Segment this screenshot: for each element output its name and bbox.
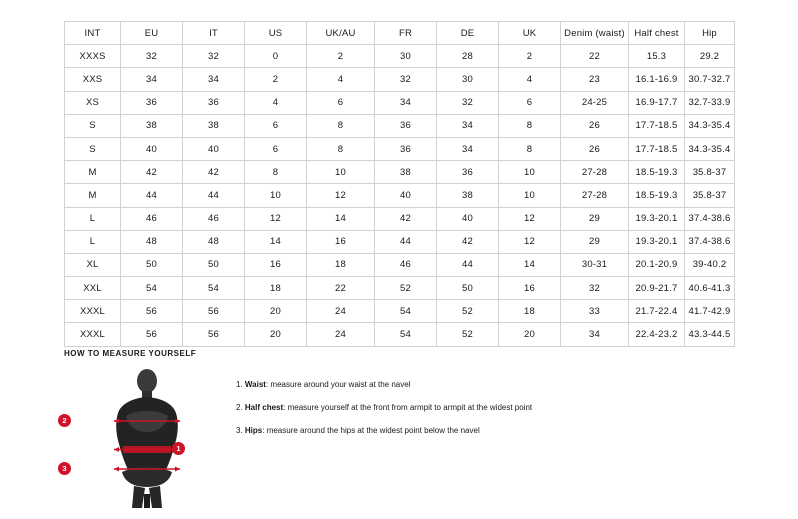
mannequin-svg bbox=[88, 368, 206, 508]
measure-step-term: Hips bbox=[244, 425, 263, 435]
table-column-header: FR bbox=[375, 22, 437, 45]
table-cell: 12 bbox=[499, 207, 561, 230]
table-cell: 18.5-19.3 bbox=[629, 184, 685, 207]
table-cell: 28 bbox=[437, 45, 499, 68]
table-cell: 40 bbox=[183, 137, 245, 160]
table-row bbox=[65, 184, 735, 207]
table-cell: 34 bbox=[183, 68, 245, 91]
table-cell: 34 bbox=[437, 137, 499, 160]
size-table-container bbox=[64, 21, 734, 347]
table-cell: 54 bbox=[375, 323, 437, 346]
table-cell: 29 bbox=[561, 230, 629, 253]
table-column-header: EU bbox=[121, 22, 183, 45]
table-row bbox=[65, 253, 735, 276]
table-cell: 27-28 bbox=[561, 184, 629, 207]
table-column-header: UK bbox=[499, 22, 561, 45]
measure-step-text: : measure around your waist at the navel bbox=[265, 380, 411, 389]
measure-step-number: 1. bbox=[236, 380, 243, 389]
how-to-measure-title: HOW TO MEASURE YOURSELF bbox=[64, 349, 197, 358]
table-cell: 2 bbox=[307, 45, 375, 68]
table-cell: 8 bbox=[499, 114, 561, 137]
table-cell: 37.4-38.6 bbox=[685, 207, 735, 230]
table-body bbox=[65, 45, 735, 346]
table-column-header: INT bbox=[65, 22, 121, 45]
table-cell: 34 bbox=[561, 323, 629, 346]
table-cell: 8 bbox=[307, 114, 375, 137]
table-cell: 34.3-35.4 bbox=[685, 137, 735, 160]
table-cell: 16.9-17.7 bbox=[629, 91, 685, 114]
table-cell: 56 bbox=[183, 300, 245, 323]
table-cell: 24-25 bbox=[561, 91, 629, 114]
table-cell: XXXS bbox=[65, 45, 121, 68]
table-cell: 36 bbox=[375, 137, 437, 160]
table-cell: 16.1-16.9 bbox=[629, 68, 685, 91]
measure-step bbox=[236, 403, 532, 414]
table-cell: 4 bbox=[245, 91, 307, 114]
table-cell: 26 bbox=[561, 137, 629, 160]
table-cell: 4 bbox=[499, 68, 561, 91]
badge-hips: 3 bbox=[58, 462, 71, 475]
table-cell: 40 bbox=[437, 207, 499, 230]
badge-half-chest: 2 bbox=[58, 414, 71, 427]
table-cell: 6 bbox=[245, 137, 307, 160]
table-column-header: Denim (waist) bbox=[561, 22, 629, 45]
table-row bbox=[65, 277, 735, 300]
table-cell: 44 bbox=[121, 184, 183, 207]
table-cell: XXL bbox=[65, 277, 121, 300]
table-cell: 18.5-19.3 bbox=[629, 161, 685, 184]
table-cell: 34 bbox=[121, 68, 183, 91]
measure-step-text: : measure around the hips at the widest point below the navel bbox=[262, 425, 480, 435]
table-cell: 46 bbox=[375, 253, 437, 276]
table-cell: 30.7-32.7 bbox=[685, 68, 735, 91]
table-cell: M bbox=[65, 161, 121, 184]
table-cell: S bbox=[65, 114, 121, 137]
table-cell: 37.4-38.6 bbox=[685, 230, 735, 253]
measure-step-number: 3. bbox=[236, 425, 243, 435]
table-column-header: UK/AU bbox=[307, 22, 375, 45]
table-cell: 38 bbox=[437, 184, 499, 207]
table-cell: 44 bbox=[375, 230, 437, 253]
table-cell: 42 bbox=[121, 161, 183, 184]
table-cell: M bbox=[65, 184, 121, 207]
table-cell: 12 bbox=[307, 184, 375, 207]
table-column-header: US bbox=[245, 22, 307, 45]
measure-step-number: 2. bbox=[236, 402, 243, 412]
table-cell: 38 bbox=[375, 161, 437, 184]
table-cell: 54 bbox=[183, 277, 245, 300]
table-cell: 22 bbox=[561, 45, 629, 68]
how-to-measure-section bbox=[64, 349, 734, 508]
table-cell: 46 bbox=[121, 207, 183, 230]
table-cell: 18 bbox=[307, 253, 375, 276]
table-cell: 50 bbox=[121, 253, 183, 276]
table-cell: 4 bbox=[307, 68, 375, 91]
table-column-header: Half chest bbox=[629, 22, 685, 45]
measure-step bbox=[236, 380, 532, 391]
table-cell: 39-40.2 bbox=[685, 253, 735, 276]
table-cell: 35.8-37 bbox=[685, 161, 735, 184]
table-cell: 46 bbox=[183, 207, 245, 230]
table-cell: 50 bbox=[183, 253, 245, 276]
table-cell: 34 bbox=[437, 114, 499, 137]
table-cell: 38 bbox=[121, 114, 183, 137]
table-cell: 20.1-20.9 bbox=[629, 253, 685, 276]
table-cell: 43.3-44.5 bbox=[685, 323, 735, 346]
table-cell: 0 bbox=[245, 45, 307, 68]
table-cell: 18 bbox=[245, 277, 307, 300]
table-column-header: IT bbox=[183, 22, 245, 45]
table-cell: 34.3-35.4 bbox=[685, 114, 735, 137]
table-cell: 32 bbox=[183, 45, 245, 68]
table-cell: 10 bbox=[499, 161, 561, 184]
table-cell: 42 bbox=[375, 207, 437, 230]
table-cell: 21.7-22.4 bbox=[629, 300, 685, 323]
table-row bbox=[65, 300, 735, 323]
table-cell: 19.3-20.1 bbox=[629, 207, 685, 230]
table-cell: 6 bbox=[245, 114, 307, 137]
table-row bbox=[65, 230, 735, 253]
table-cell: 50 bbox=[437, 277, 499, 300]
table-cell: 18 bbox=[499, 300, 561, 323]
table-cell: 16 bbox=[307, 230, 375, 253]
table-cell: 56 bbox=[121, 300, 183, 323]
table-cell: 35.8-37 bbox=[685, 184, 735, 207]
table-cell: 40 bbox=[375, 184, 437, 207]
table-cell: 20.9-21.7 bbox=[629, 277, 685, 300]
table-cell: 22 bbox=[307, 277, 375, 300]
table-cell: 23 bbox=[561, 68, 629, 91]
table-cell: 54 bbox=[121, 277, 183, 300]
table-cell: 44 bbox=[183, 184, 245, 207]
table-cell: 8 bbox=[245, 161, 307, 184]
table-cell: 32 bbox=[437, 91, 499, 114]
table-cell: 10 bbox=[307, 161, 375, 184]
table-cell: 48 bbox=[121, 230, 183, 253]
table-cell: 12 bbox=[245, 207, 307, 230]
table-cell: 22.4-23.2 bbox=[629, 323, 685, 346]
table-row bbox=[65, 68, 735, 91]
table-cell: 30-31 bbox=[561, 253, 629, 276]
table-cell: 41.7-42.9 bbox=[685, 300, 735, 323]
table-row bbox=[65, 161, 735, 184]
table-cell: 33 bbox=[561, 300, 629, 323]
table-cell: XS bbox=[65, 91, 121, 114]
table-header-row bbox=[65, 22, 735, 45]
table-cell: 32 bbox=[121, 45, 183, 68]
table-cell: 32 bbox=[561, 277, 629, 300]
table-cell: 16 bbox=[499, 277, 561, 300]
table-cell: 24 bbox=[307, 300, 375, 323]
table-row bbox=[65, 114, 735, 137]
table-column-header: DE bbox=[437, 22, 499, 45]
table-cell: 36 bbox=[183, 91, 245, 114]
table-cell: 20 bbox=[245, 300, 307, 323]
table-cell: 14 bbox=[307, 207, 375, 230]
table-row bbox=[65, 137, 735, 160]
table-cell: 32 bbox=[375, 68, 437, 91]
table-cell: XXXL bbox=[65, 300, 121, 323]
table-cell: 44 bbox=[437, 253, 499, 276]
table-row bbox=[65, 207, 735, 230]
table-cell: 8 bbox=[499, 137, 561, 160]
table-cell: 29 bbox=[561, 207, 629, 230]
table-cell: 40 bbox=[121, 137, 183, 160]
table-cell: L bbox=[65, 207, 121, 230]
table-cell: 24 bbox=[307, 323, 375, 346]
measure-step-term: Half chest bbox=[244, 402, 284, 412]
table-row bbox=[65, 91, 735, 114]
table-cell: 19.3-20.1 bbox=[629, 230, 685, 253]
table-cell: 56 bbox=[121, 323, 183, 346]
table-cell: 14 bbox=[245, 230, 307, 253]
measure-step-text: : measure yourself at the front from armpit to armpit at the widest point bbox=[283, 402, 533, 412]
table-header bbox=[65, 22, 735, 45]
table-cell: 36 bbox=[121, 91, 183, 114]
table-cell: 6 bbox=[499, 91, 561, 114]
table-cell: 34 bbox=[375, 91, 437, 114]
measure-step bbox=[236, 426, 532, 437]
mannequin-illustration bbox=[62, 368, 206, 508]
measure-step-term: Waist bbox=[244, 380, 266, 389]
table-cell: 2 bbox=[499, 45, 561, 68]
table-cell: 42 bbox=[437, 230, 499, 253]
table-cell: 29.2 bbox=[685, 45, 735, 68]
table-cell: 30 bbox=[375, 45, 437, 68]
table-cell: 14 bbox=[499, 253, 561, 276]
table-cell: 8 bbox=[307, 137, 375, 160]
table-cell: 36 bbox=[437, 161, 499, 184]
measure-steps bbox=[236, 368, 532, 448]
table-cell: 12 bbox=[499, 230, 561, 253]
table-cell: 10 bbox=[499, 184, 561, 207]
table-cell: 54 bbox=[375, 300, 437, 323]
table-cell: 15.3 bbox=[629, 45, 685, 68]
table-row bbox=[65, 323, 735, 346]
table-cell: 38 bbox=[183, 114, 245, 137]
table-cell: 56 bbox=[183, 323, 245, 346]
how-to-measure-body bbox=[64, 368, 734, 508]
table-cell: XXS bbox=[65, 68, 121, 91]
table-cell: 52 bbox=[437, 323, 499, 346]
table-cell: 26 bbox=[561, 114, 629, 137]
table-cell: 40.6-41.3 bbox=[685, 277, 735, 300]
table-cell: 27-28 bbox=[561, 161, 629, 184]
table-cell: 42 bbox=[183, 161, 245, 184]
table-cell: XL bbox=[65, 253, 121, 276]
table-cell: 36 bbox=[375, 114, 437, 137]
table-cell: 6 bbox=[307, 91, 375, 114]
table-cell: 17.7-18.5 bbox=[629, 114, 685, 137]
size-conversion-table bbox=[64, 21, 735, 347]
table-cell: 30 bbox=[437, 68, 499, 91]
table-cell: 20 bbox=[499, 323, 561, 346]
table-cell: 20 bbox=[245, 323, 307, 346]
table-cell: 2 bbox=[245, 68, 307, 91]
table-cell: L bbox=[65, 230, 121, 253]
table-cell: 52 bbox=[437, 300, 499, 323]
table-cell: 10 bbox=[245, 184, 307, 207]
table-cell: 48 bbox=[183, 230, 245, 253]
table-row bbox=[65, 45, 735, 68]
table-cell: 32.7-33.9 bbox=[685, 91, 735, 114]
table-cell: 16 bbox=[245, 253, 307, 276]
table-cell: 17.7-18.5 bbox=[629, 137, 685, 160]
table-cell: XXXL bbox=[65, 323, 121, 346]
table-cell: 52 bbox=[375, 277, 437, 300]
badge-waist: 1 bbox=[172, 442, 185, 455]
table-cell: S bbox=[65, 137, 121, 160]
table-column-header: Hip bbox=[685, 22, 735, 45]
